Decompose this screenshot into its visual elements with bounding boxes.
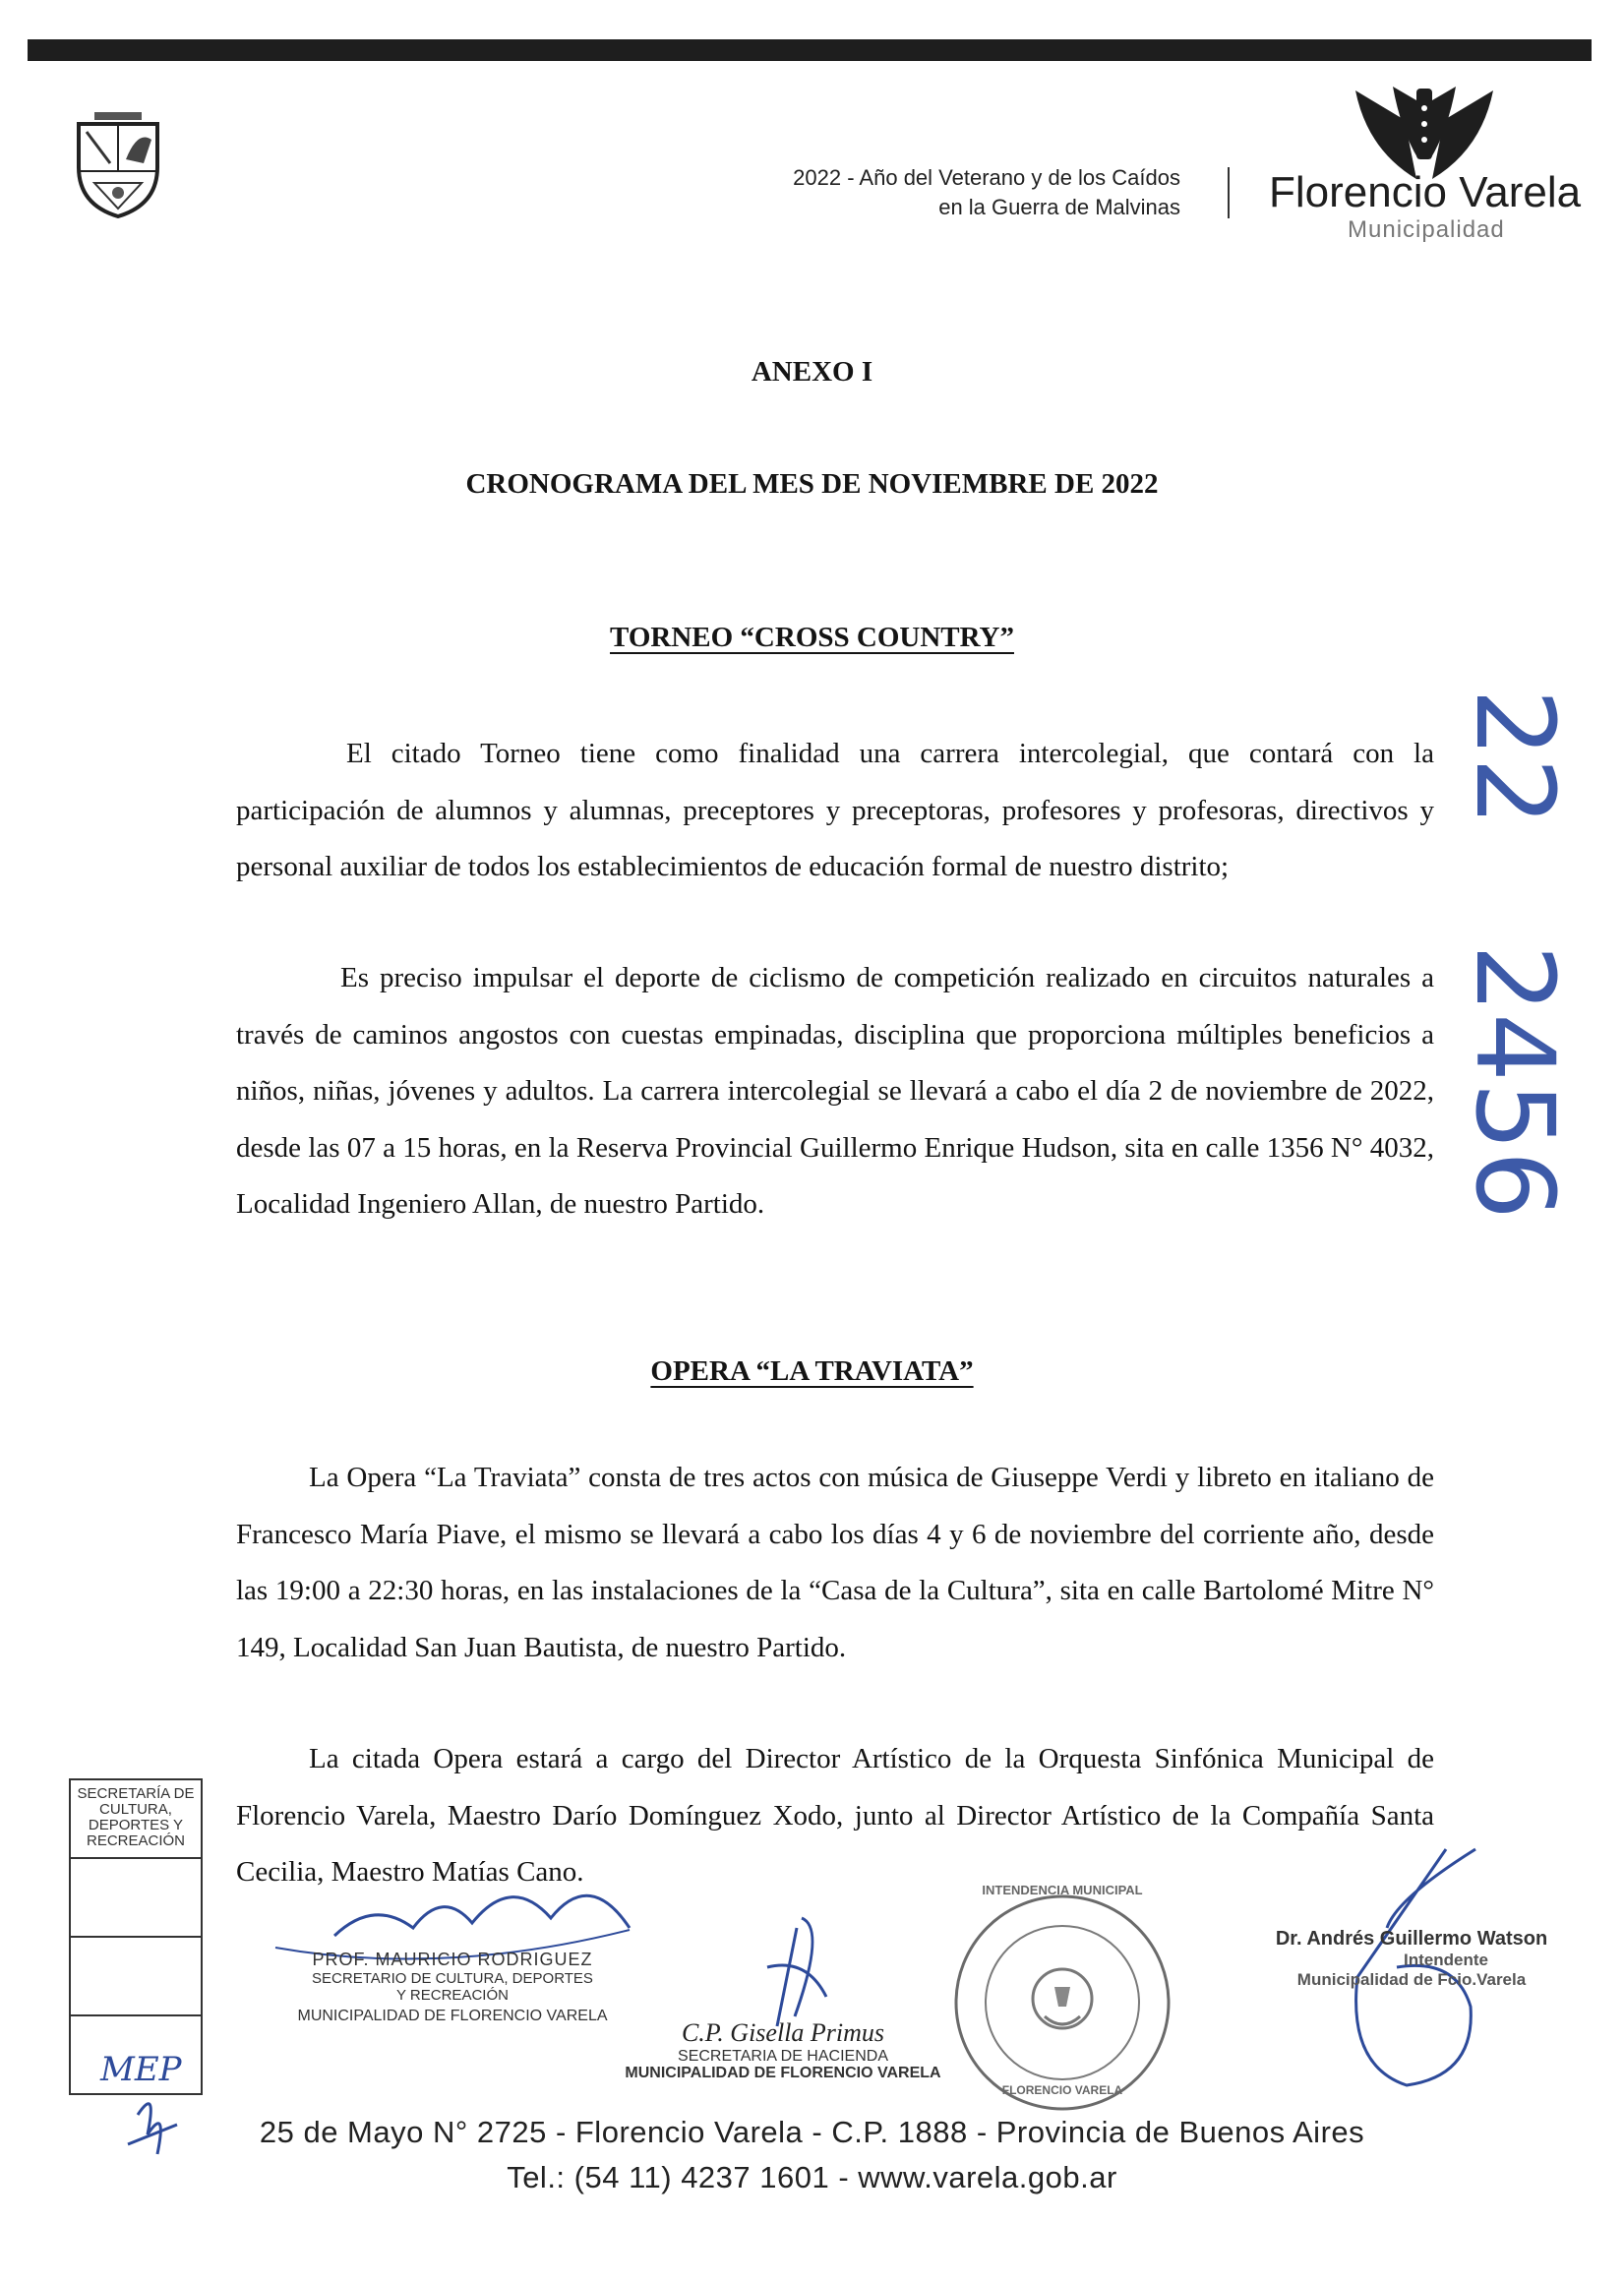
logo-subtitle: Municipalidad [1348,216,1505,243]
signature-block-watson [1249,1928,1574,1990]
signatory-name: C.P. Gisella Primus [681,2018,885,2047]
approval-box-label: SECRETARÍA DE CULTURA, DEPORTES Y RECREACIÓN [77,1785,195,1849]
signatory-organization: Municipalidad de Fcio.Varela [1296,1970,1527,1989]
approval-initials: MEP [100,2050,182,2089]
paragraph: Es preciso impulsar el deporte de ciclismo de competición realizado en circuitos naturales a través de caminos angostos con cuestas empinadas, disciplina que proporciona múltiples beneficios a niños, niñas, jóvenes y adultos. La carrera intercolegial se llevará a cabo el día 2 de noviembre de 2022, desde las 07 a 15 horas, en la Reserva Provincial Guillermo Enrique Hudson, sita en calle 1356 N° 4032, Localidad Ingeniero Allan, de nuestro Partido. [236,962,1434,1220]
schedule-title: CRONOGRAMA DEL MES DE NOVIEMBRE DE 2022 [465,468,1159,500]
logo-name: Florencio Varela [1269,168,1582,216]
signature-primus [767,1918,826,2026]
signatory-organization: MUNICIPALIDAD DE FLORENCIO VARELA [625,2065,941,2081]
signatory-role: SECRETARIA DE HACIENDA [678,2048,888,2065]
section-title-text: OPERA “LA TRAVIATA” [650,1355,974,1387]
signatory-name: PROF. MAURICIO RODRIGUEZ [312,1950,593,1969]
signature-block-rodriguez [275,1950,630,2024]
signature-rodriguez [334,1895,630,1936]
signatory-role: Y RECREACIÓN [396,1987,509,2004]
stamp-year: 22 [1452,689,1578,826]
section-title-text: TORNEO “CROSS COUNTRY” [610,622,1014,653]
signatory-role: Intendente [1404,1951,1488,1969]
official-seal-icon [956,1896,1169,2109]
footer-address: 25 de Mayo N° 2725 - Florencio Varela - C.P. 1888 - Provincia de Buenos Aires [259,2115,1365,2149]
signatory-organization: MUNICIPALIDAD DE FLORENCIO VARELA [297,2008,608,2024]
seal-bottom-text: FLORENCIO VARELA [1001,2083,1123,2097]
paragraph: El citado Torneo tiene como finalidad una carrera intercolegial, que contará con la participación de alumnos y alumnas, preceptores y preceptoras, profesores y profesoras, directivos y personal auxiliar de todos los establecimientos de educación formal de nuestro distrito; [236,738,1434,882]
paragraph: La citada Opera estará a cargo del Director Artístico de la Orquesta Sinfónica Municipal de Florencio Varela, Maestro Darío Domínguez Xodo, junto al Director Artístico de la Compañía Santa Cecilia, Maestro Matías Cano. [236,1743,1434,1888]
footer-contact: Tel.: (54 11) 4237 1601 - www.varela.gob.ar [507,2160,1117,2194]
annex-title: ANEXO I [751,356,873,388]
header-line-2: en la Guerra de Malvinas [938,195,1180,219]
signatory-name: Dr. Andrés Guillermo Watson [1275,1928,1548,1950]
paragraph: La Opera “La Traviata” consta de tres actos con música de Giuseppe Verdi y libreto en italiano de Francesco María Piave, el mismo se llevará a cabo los días 4 y 6 de noviembre del corriente año, desde las 19:00 a 22:30 horas, en las instalaciones de la “Casa de la Cultura”, sita en calle Bartolomé Mitre N° 149, Localidad San Juan Bautista, de nuestro Partido. [236,1462,1434,1663]
seal-text: INTENDENCIA MUNICIPAL [982,1883,1143,1897]
header-line-1: 2022 - Año del Veterano y de los Caídos [793,165,1180,190]
stamp-number: 2456 [1452,944,1578,1220]
signature-block-primus [606,2018,960,2081]
signatory-role: SECRETARIO DE CULTURA, DEPORTES [312,1970,593,1987]
